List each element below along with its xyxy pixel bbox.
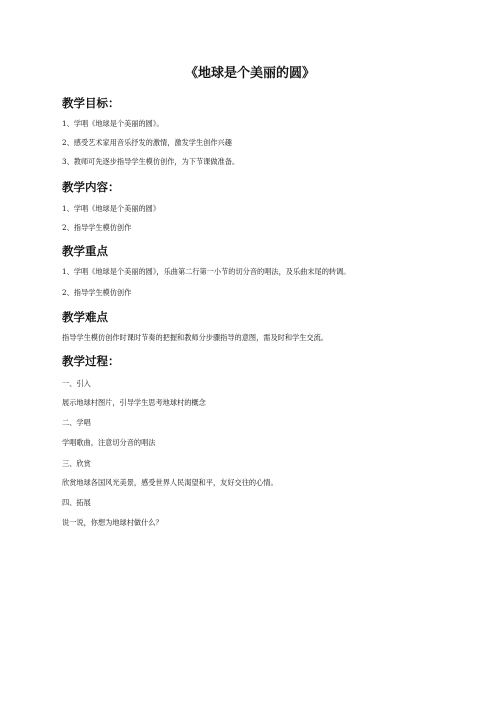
content-heading: 教学内容： [62,180,120,194]
difficulties-heading: 教学难点 [62,310,108,324]
key-points-item: 1、学唱《地球是个美丽的圆》，乐曲第二行第一小节的切分音的唱法，及乐曲末尾的转调。 [62,267,351,276]
difficulties-item: 指导学生模仿创作时课时节奏的把握和教师分步骤指导的意图，需及时和学生交流。 [62,333,328,342]
process-step-title: 三、欣赏 [62,459,91,468]
goals-item: 2、感受艺术家用音乐抒发的激情，激发学生创作兴趣 [62,138,232,147]
process-step-title: 二、学唱 [62,418,91,427]
process-heading: 教学过程： [62,354,120,368]
process-step-title: 一、引入 [62,379,91,388]
document-title: 《地球是个美丽的圆》 [184,66,315,81]
key-points-heading: 教学重点 [62,244,108,258]
process-step-text: 学唱歌曲，注意切分音的唱法 [62,438,156,447]
goals-heading: 教学目标： [62,96,120,110]
goals-item: 3、教师可先逐步指导学生模仿创作，为下节课做准备。 [62,157,240,166]
process-step-text: 说一说，你想为地球村做什么？ [62,518,163,527]
content-item: 2、指导学生模仿创作 [62,223,132,232]
content-item: 1、学唱《地球是个美丽的圆》 [62,204,161,213]
process-step-title: 四、拓展 [62,498,91,507]
goals-item: 1、学唱《地球是个美丽的圆》。 [62,119,164,128]
process-step-text: 展示地球村图片，引导学生思考地球村的概念 [62,398,206,407]
key-points-item: 2、指导学生模仿创作 [62,288,132,297]
process-step-text: 欣赏地球各国风光美景，感受世界人民渴望和平，友好交往的心情。 [62,478,278,487]
